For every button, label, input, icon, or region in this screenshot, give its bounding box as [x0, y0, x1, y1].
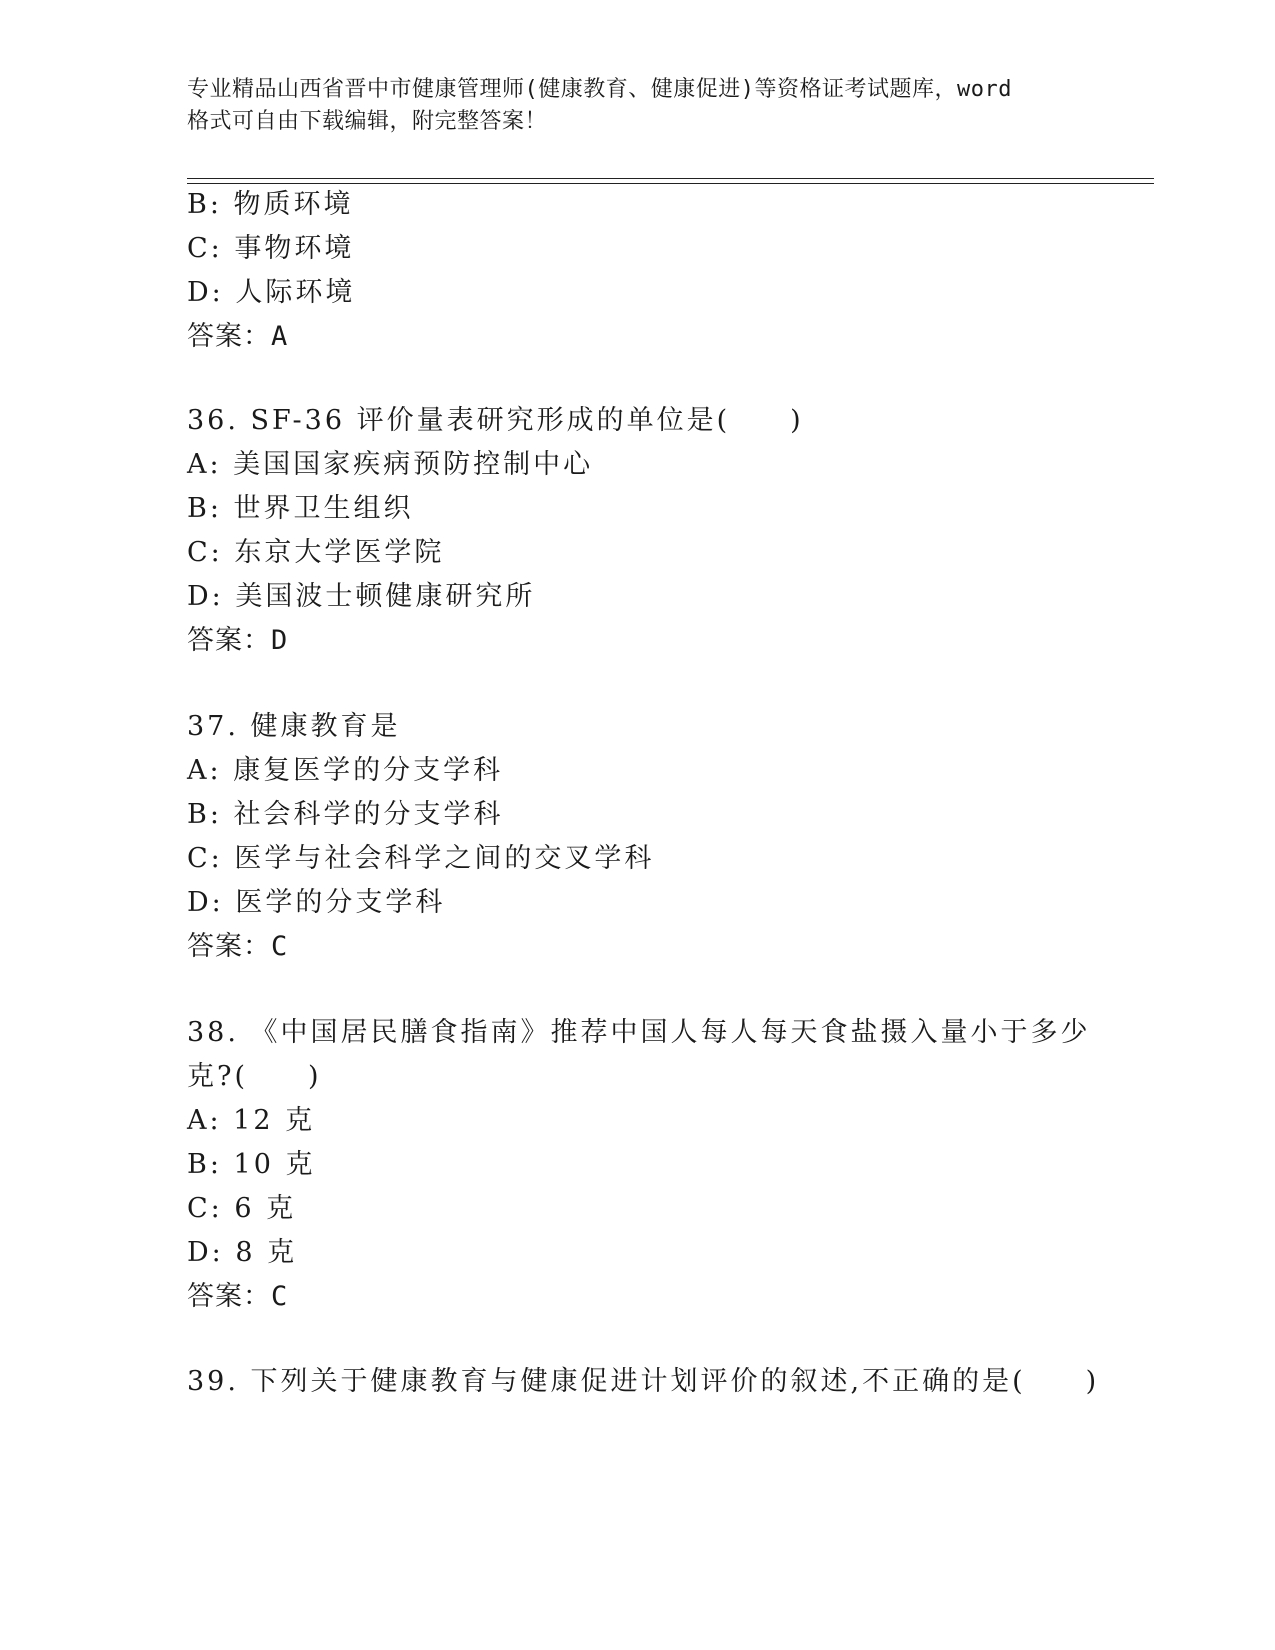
q36-option-b: B: 世界卫生组织 [187, 493, 414, 524]
q38-stem-line-2: 克?( ) [187, 1061, 322, 1092]
page-header [187, 74, 1087, 138]
q36-option-c: C: 东京大学医学院 [187, 537, 445, 568]
answer-value: A [271, 321, 289, 352]
q38-stem-line-1: 38. 《中国居民膳食指南》推荐中国人每人每天食盐摄入量小于多少 [187, 1017, 1091, 1048]
q36-answer [187, 624, 288, 658]
q37-option-a: A: 康复医学的分支学科 [187, 755, 504, 786]
answer-label: 答案： [187, 625, 271, 656]
q38-option-c: C: 6 克 [187, 1193, 297, 1224]
header-line-1: 专业精品山西省晋中市健康管理师(健康教育、健康促进)等资格证考试题库，word [187, 77, 1012, 102]
q38-answer [187, 1280, 288, 1314]
prev-option-b: B: 物质环境 [187, 189, 354, 220]
answer-value: C [271, 1281, 289, 1312]
q38-option-a: A: 12 克 [187, 1105, 316, 1136]
q39-stem: 39. 下列关于健康教育与健康促进计划评价的叙述,不正确的是( ) [187, 1366, 1100, 1397]
header-divider-top [187, 178, 1154, 179]
q37-stem: 37. 健康教育是 [187, 711, 401, 742]
q37-option-c: C: 医学与社会科学之间的交叉学科 [187, 843, 655, 874]
prev-option-d: D: 人际环境 [187, 277, 356, 308]
q38-option-d: D: 8 克 [187, 1237, 298, 1268]
answer-label: 答案： [187, 931, 271, 962]
q36-option-a: A: 美国国家疾病预防控制中心 [187, 449, 594, 480]
q37-option-d: D: 医学的分支学科 [187, 887, 446, 918]
prev-answer [187, 320, 288, 354]
header-line-2: 格式可自由下载编辑，附完整答案！ [187, 109, 548, 134]
q37-option-b: B: 社会科学的分支学科 [187, 799, 504, 830]
answer-label: 答案： [187, 1281, 271, 1312]
prev-option-c: C: 事物环境 [187, 233, 355, 264]
q36-stem: 36. SF-36 评价量表研究形成的单位是( ) [187, 405, 804, 436]
q38-option-b: B: 10 克 [187, 1149, 316, 1180]
q36-option-d: D: 美国波士顿健康研究所 [187, 581, 536, 612]
answer-value: C [271, 931, 289, 962]
answer-label: 答案： [187, 321, 271, 352]
answer-value: D [271, 625, 289, 656]
header-divider-bottom [187, 183, 1154, 184]
q37-answer [187, 930, 288, 964]
